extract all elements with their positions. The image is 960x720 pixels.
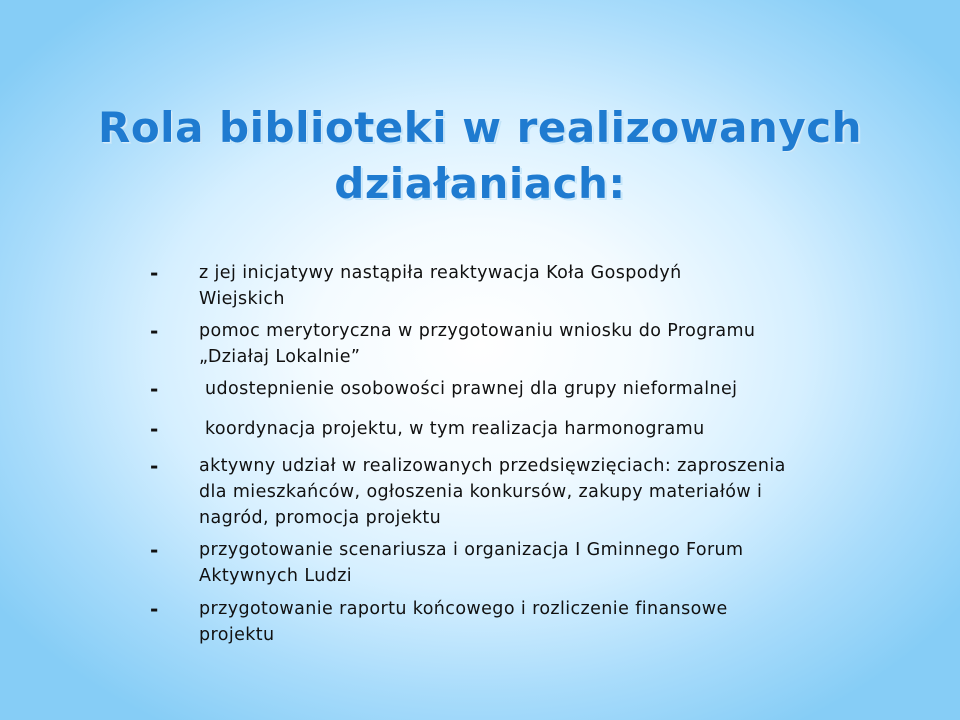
bullet-dash: -	[150, 538, 159, 562]
bullet-dash: -	[150, 417, 159, 441]
slide-title	[60, 100, 900, 212]
list-item-text: udostepnienie osobowości prawnej dla grupy nieformalnej	[205, 379, 738, 399]
list-item-text: pomoc merytoryczna w przygotowaniu wniosku do Programu „Działaj Lokalnie”	[199, 321, 756, 367]
slide-title-line-2: działaniach:	[334, 159, 626, 208]
slide-title-line-1: Rola biblioteki w realizowanych	[97, 103, 862, 152]
list-item-text: z jej inicjatywy nastąpiła reaktywacja Koła Gospodyń Wiejskich	[199, 263, 682, 309]
bullet-dash: -	[150, 319, 159, 343]
bullet-dash: -	[150, 597, 159, 621]
list-item-text: aktywny udział w realizowanych przedsięwzięciach: zaproszenia dla mieszkańców, ogłoszenia konkursów, zakupy materiałów i nagród, promocja projektu	[199, 456, 786, 528]
list-item-text: przygotowanie scenariusza i organizacja I Gminnego Forum Aktywnych Ludzi	[199, 540, 744, 586]
bullet-dash: -	[150, 377, 159, 401]
bullet-dash: -	[150, 261, 159, 285]
bullet-dash: -	[150, 454, 159, 478]
list-item-text: koordynacja projektu, w tym realizacja harmonogramu	[205, 419, 705, 439]
list-item-text: przygotowanie raportu końcowego i rozliczenie finansowe projektu	[199, 599, 728, 645]
